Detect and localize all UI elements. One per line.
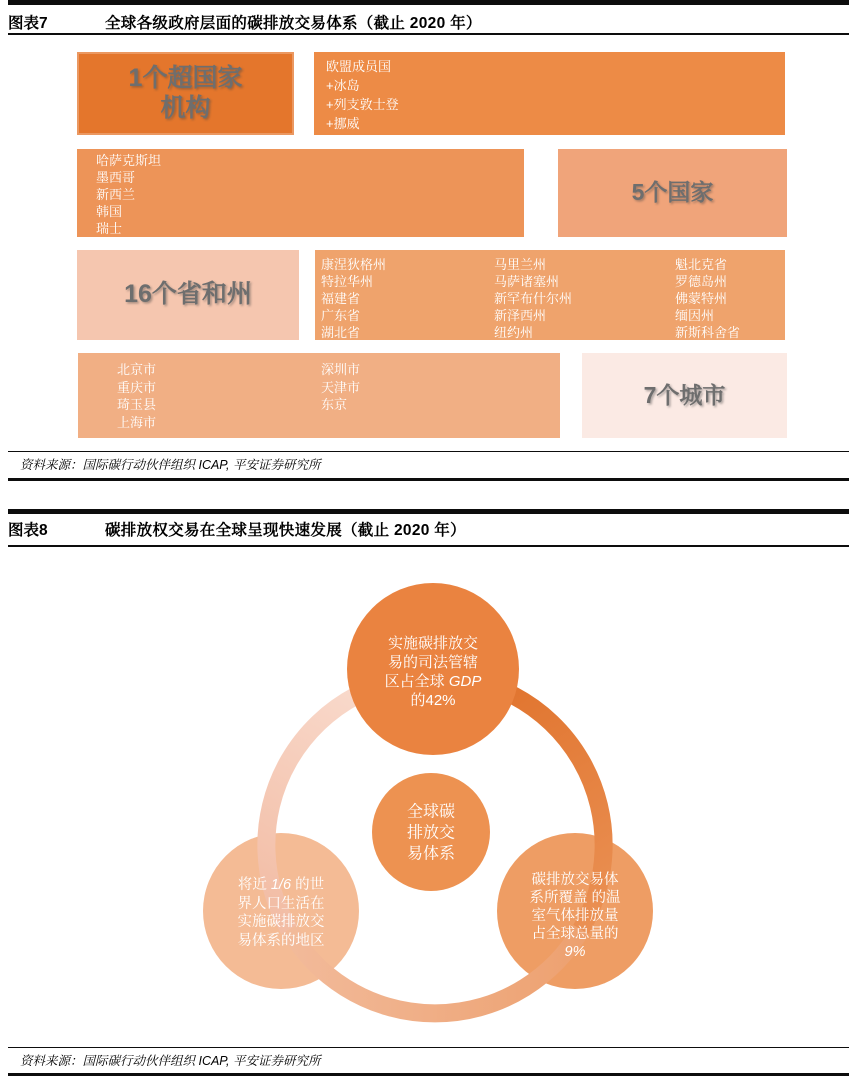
list-line: 天津市 xyxy=(321,379,361,395)
list-line: 重庆市 xyxy=(117,379,157,395)
list-line: 湖北省 xyxy=(321,325,361,340)
figure7-top-bar xyxy=(8,0,849,5)
list-line: 瑞士 xyxy=(96,221,123,236)
figure7-source-rule-top xyxy=(8,451,849,452)
box-provinces-label xyxy=(77,250,299,340)
supranational-label: 1个超国家 机构 xyxy=(128,64,243,122)
box-countries-label xyxy=(558,149,787,237)
provinces-col1 xyxy=(321,256,386,341)
figure8-source-rule-top xyxy=(8,1047,849,1048)
list-line: +冰岛 xyxy=(326,78,360,93)
figure8-tag: 图表8 xyxy=(8,522,48,539)
cities-col2 xyxy=(321,361,360,414)
list-line: 琦玉县 xyxy=(117,397,157,412)
list-line: 深圳市 xyxy=(321,362,361,377)
list-line: 魁北克省 xyxy=(675,257,728,272)
box-supranational-label xyxy=(77,52,294,135)
center-circle-label: 全球碳 排放交 易体系 xyxy=(406,803,456,863)
list-line: 缅因州 xyxy=(675,308,715,323)
figure8-source-rule-bottom xyxy=(8,1073,849,1076)
box-provinces-list xyxy=(315,250,785,340)
figure7-title-rule xyxy=(8,33,849,35)
cycle-diagram xyxy=(180,555,700,1035)
eu-members-list xyxy=(326,57,785,133)
list-line: 新斯科舍省 xyxy=(675,325,741,340)
gdp-circle-label: 实施碳排放交 易的司法管辖 区占全球 GDP 的42% xyxy=(384,635,482,709)
figure8-source: 资料来源：国际碳行动伙伴组织 ICAP, 平安证券研究所 xyxy=(20,1054,321,1068)
list-line: 特拉华州 xyxy=(321,274,374,289)
figure8-title-rule xyxy=(8,545,849,547)
list-line: 罗德岛州 xyxy=(675,274,728,289)
countries-label: 5个国家 xyxy=(631,179,714,206)
cities-label: 7个城市 xyxy=(643,381,726,408)
list-line: 广东省 xyxy=(321,308,361,323)
figure7-source-rule-bottom xyxy=(8,478,849,481)
list-line: 韩国 xyxy=(96,204,123,219)
cities-col1 xyxy=(117,361,156,431)
list-line: 纽约州 xyxy=(494,325,534,340)
box-countries-list xyxy=(77,149,524,237)
list-line: 福建省 xyxy=(321,291,361,306)
countries-list xyxy=(96,152,524,237)
figure7-source: 资料来源：国际碳行动伙伴组织 ICAP, 平安证券研究所 xyxy=(20,458,321,472)
list-line: 欧盟成员国 xyxy=(326,59,392,74)
figure8-title: 碳排放权交易在全球呈现快速发展（截止 2020 年） xyxy=(105,522,466,539)
provinces-col3 xyxy=(675,256,740,341)
list-line: 佛蒙特州 xyxy=(675,291,728,306)
list-line: 康涅狄格州 xyxy=(321,257,387,272)
list-line: 墨西哥 xyxy=(96,170,136,185)
population-circle-label: 将近 1/6 的世 界人口生活在 实施碳排放交 易体系的地区 xyxy=(237,877,325,949)
list-line: 哈萨克斯坦 xyxy=(96,153,162,168)
box-eu-members xyxy=(314,52,785,135)
list-line: 上海市 xyxy=(117,414,157,430)
list-line: 北京市 xyxy=(117,362,157,377)
list-line: +列支敦士登 xyxy=(326,97,399,112)
figure7-tag: 图表7 xyxy=(8,15,48,32)
box-cities-label xyxy=(582,353,787,438)
list-line: 马里兰州 xyxy=(494,257,547,272)
emissions-circle-label: 碳排放交易体 系所覆盖 的温 室气体排放量 占全球总量的 9% xyxy=(529,872,621,960)
list-line: +挪威 xyxy=(326,116,360,131)
list-line: 新西兰 xyxy=(96,187,136,202)
figure7-title: 全球各级政府层面的碳排放交易体系（截止 2020 年） xyxy=(105,15,482,32)
provinces-col2 xyxy=(494,256,572,341)
list-line: 新泽西州 xyxy=(494,308,547,323)
figure8-top-bar xyxy=(8,509,849,514)
list-line: 东京 xyxy=(321,397,348,412)
list-line: 马萨诸塞州 xyxy=(494,274,560,289)
box-cities-list xyxy=(78,353,560,438)
provinces-label: 16个省和州 xyxy=(124,280,252,309)
list-line: 新罕布什尔州 xyxy=(494,291,573,306)
